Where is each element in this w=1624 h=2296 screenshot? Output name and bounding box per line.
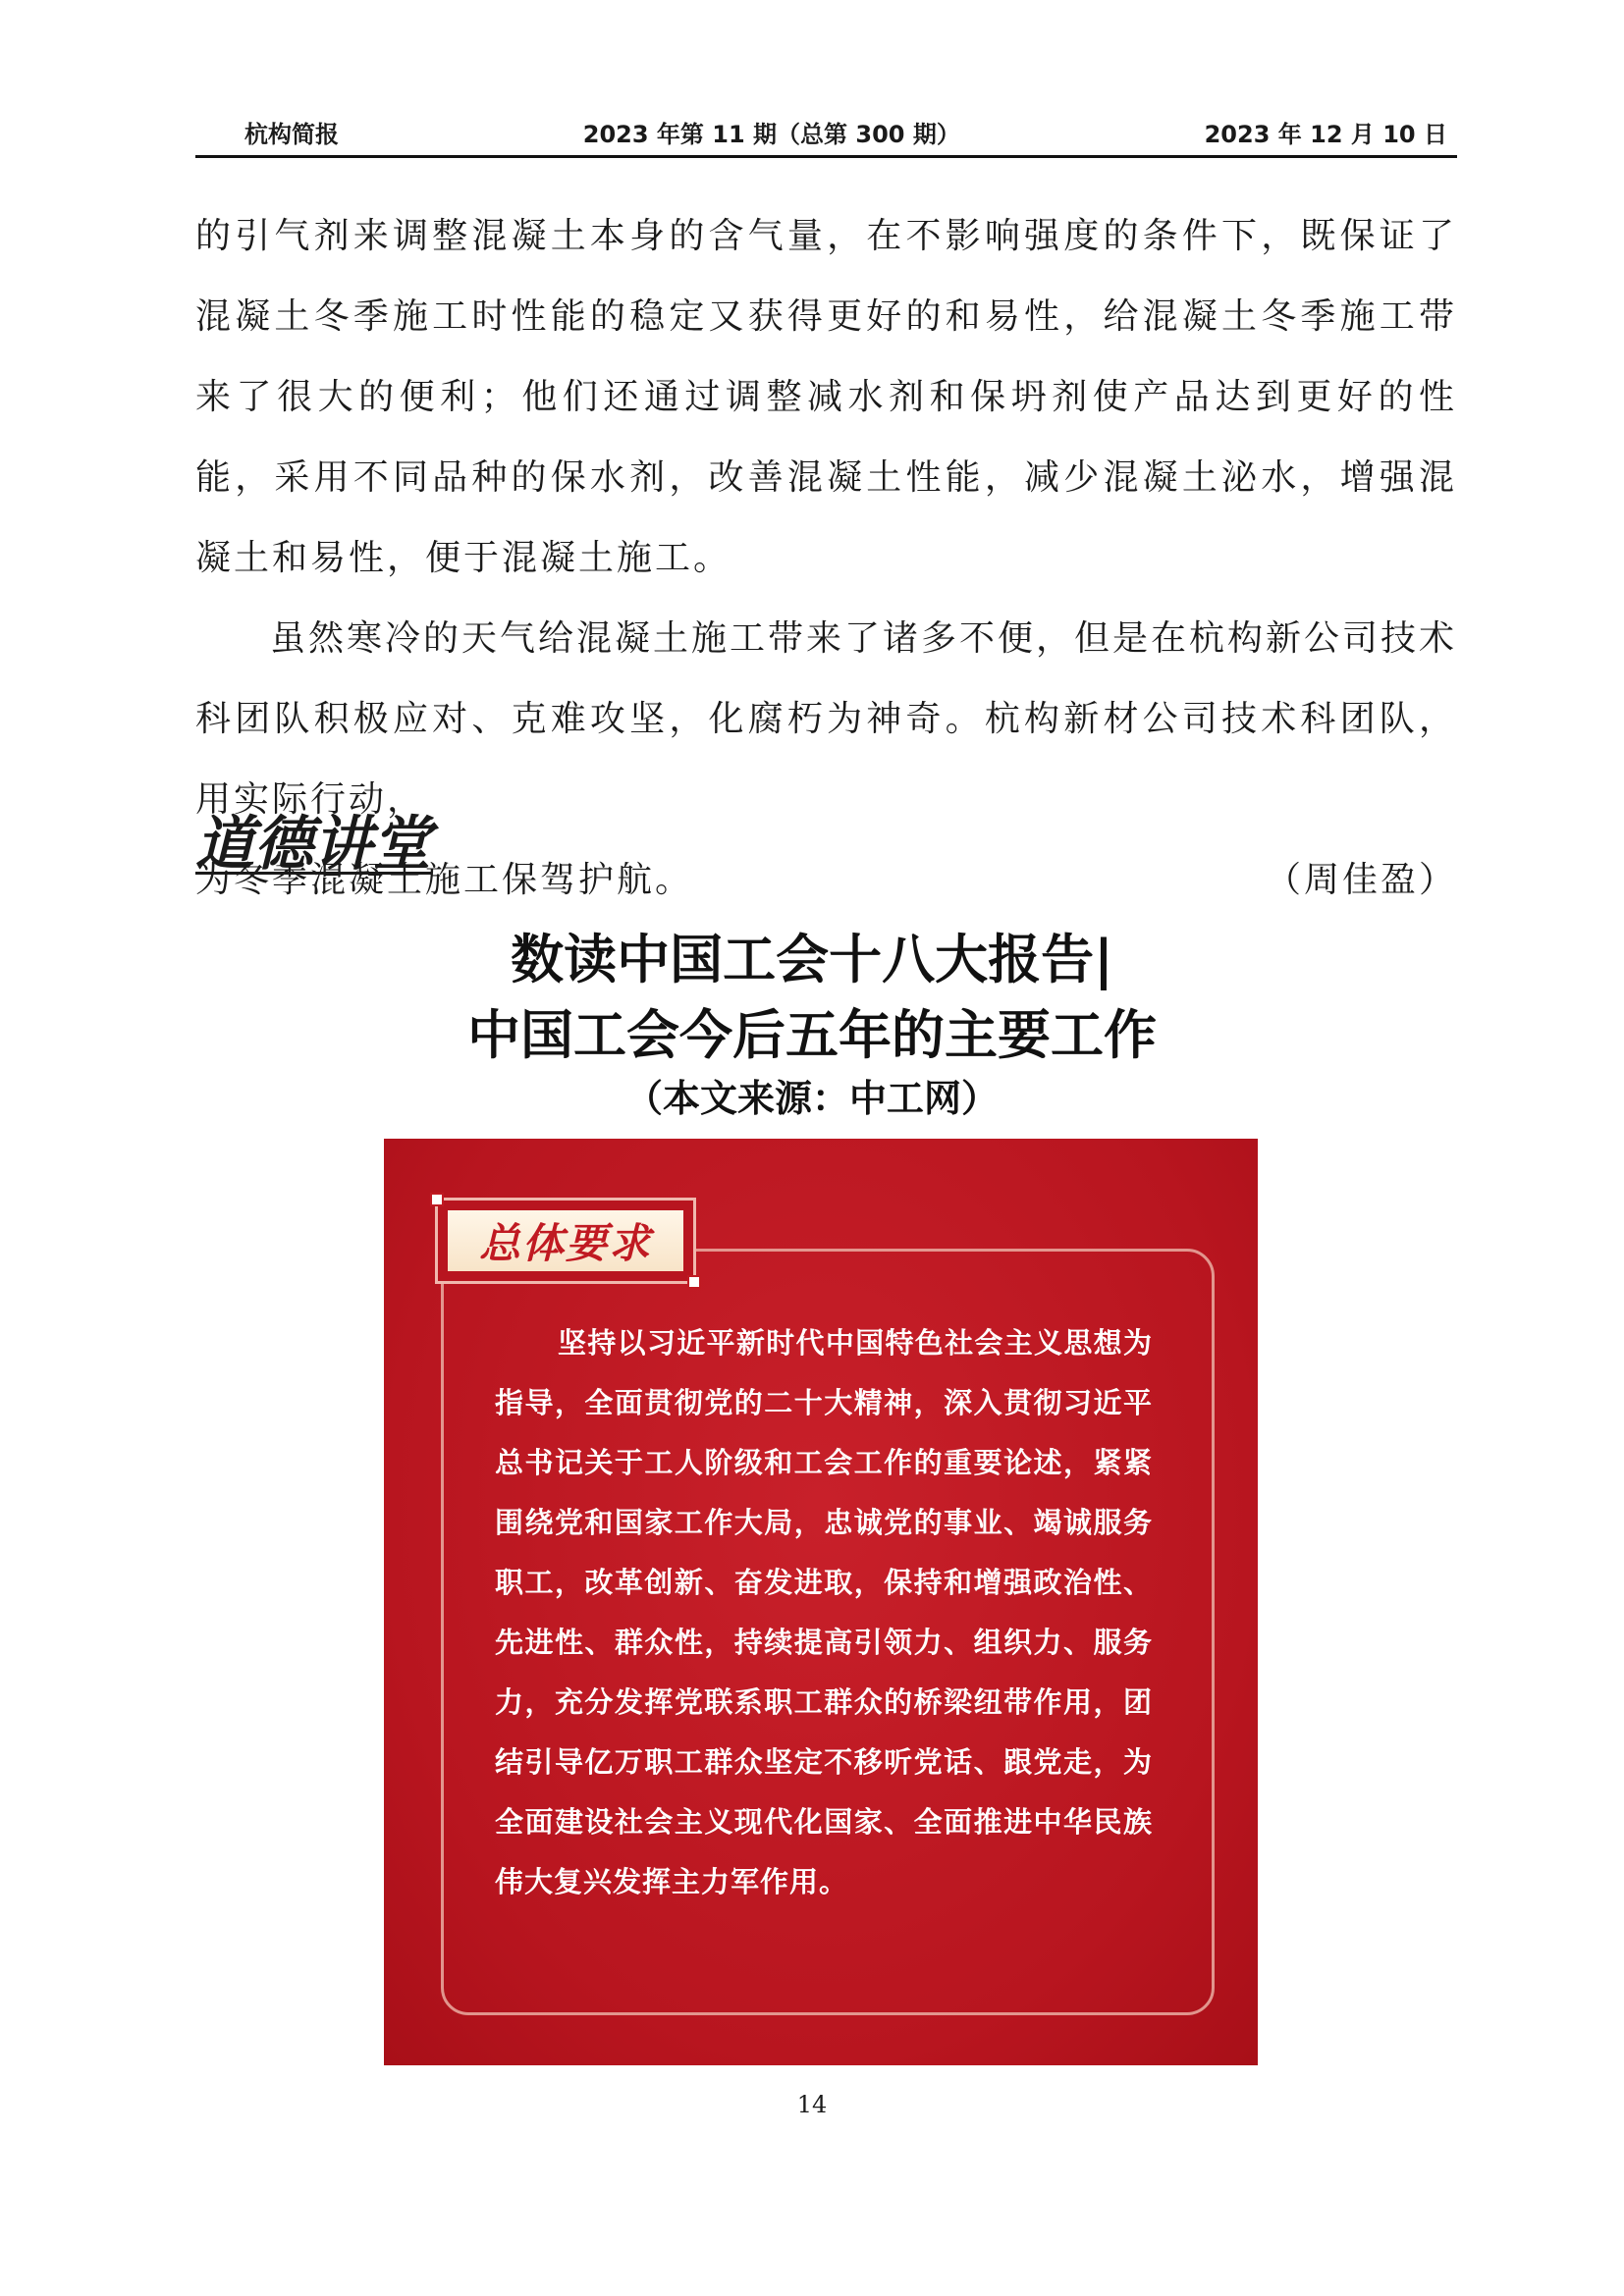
header-issue: 2023 年第 11 期（总第 300 期）: [582, 121, 960, 148]
poster-image: [384, 1139, 1258, 2065]
section-title: 道德讲堂: [195, 810, 431, 879]
badge-corner-icon: [430, 1193, 444, 1206]
article-title-line-2: 中国工会今后五年的主要工作: [467, 1004, 1157, 1066]
article-title-line-1: 数读中国工会十八大报告|: [511, 929, 1113, 990]
paragraph-1: 的引气剂来调整混凝土本身的含气量，在不影响强度的条件下，既保证了混凝土冬季施工时性能的稳定又获得更好的和易性，给混凝土冬季施工带来了很大的便利；他们还通过调整减水剂和保坍剂使产品达到更好的性能，采用不同品种的保水剂，改善混凝土性能，减少混凝土泌水，增强混凝土和易性，便于混凝土施工。: [195, 216, 1457, 578]
poster-badge-label: 总体要求: [448, 1210, 683, 1271]
badge-corner-icon: [687, 1275, 701, 1289]
author-credit: （周佳盈）: [1265, 860, 1457, 900]
paragraph-2-last-line: 为冬季混凝土施工保驾护航。: [195, 860, 694, 900]
poster-badge: [435, 1198, 696, 1284]
poster-text: 坚持以习近平新时代中国特色社会主义思想为指导，全面贯彻党的二十大精神，深入贯彻习近平总书记关于工人阶级和工会工作的重要论述，紧紧围绕党和国家工作大局，忠诚党的事业、竭诚服务职工，改革创新、奋发进取，保持和增强政治性、先进性、群众性，持续提高引领力、组织力、服务力，充分发挥党联系职工群众的桥梁纽带作用，团结引导亿万职工群众坚定不移听党话、跟党走，为全面建设社会主义现代化国家、全面推进中华民族伟大复兴发挥主力军作用。: [495, 1326, 1153, 1898]
paragraph-2: 虽然寒冷的天气给混凝土施工带来了诸多不便，但是在杭构新公司技术科团队积极应对、克难攻坚，化腐朽为神奇。杭构新材公司技术科团队，用实际行动，: [195, 618, 1458, 820]
page-number: 14: [796, 2091, 828, 2118]
header-publication: 杭构简报: [244, 121, 339, 148]
article-source: （本文来源：中工网）: [624, 1077, 999, 1120]
page-header: [195, 114, 1457, 158]
header-date: 2023 年 12 月 10 日: [1204, 121, 1447, 148]
